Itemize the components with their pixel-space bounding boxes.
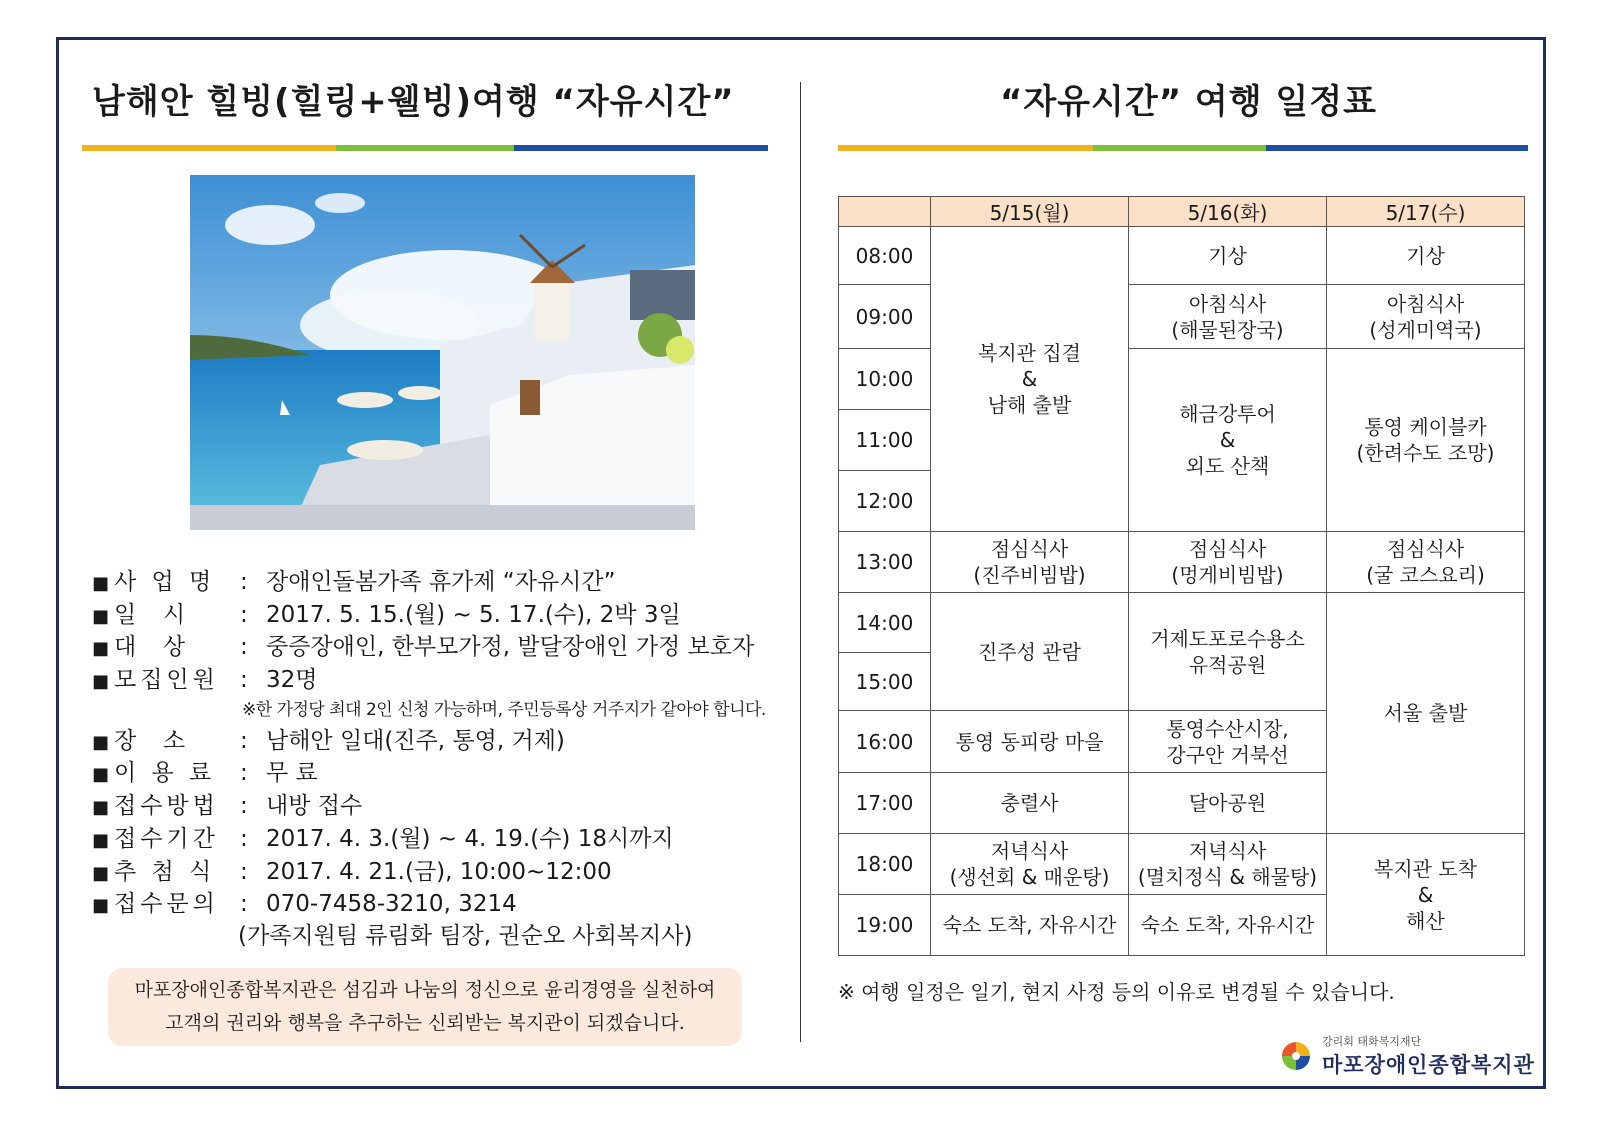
day2-dala: 달아공원 [1129,773,1327,834]
header-blank [839,197,931,227]
day1-lunch: 점심식사 (진주비빔밥) [931,532,1129,593]
day1-dinner: 저녁식사 (생선회 & 매운탕) [931,834,1129,895]
day2-lodging: 숙소 도착, 자유시간 [1129,895,1327,956]
day2-pow-camp: 거제도포로수용소 유적공원 [1129,593,1327,711]
column-divider [800,82,801,1042]
day2-wake: 기상 [1129,227,1327,285]
day3-cablecar: 통영 케이블카 (한려수도 조망) [1327,349,1525,532]
info-row: ■ 사 업 명 : 장애인돌봄가족 휴가제 “자유시간” [92,569,616,595]
santorini-illustration [190,175,695,530]
table-row: 14:00 진주성 관람 거제도포로수용소 유적공원 서울 출발 [839,593,1525,653]
schedule-footnote: ※ 여행 일정은 일기, 현지 사정 등의 이유로 변경될 수 있습니다. [838,980,1395,1004]
day1-lodging: 숙소 도착, 자유시간 [931,895,1129,956]
recruit-note: ※한 가정당 최대 2인 신청 가능하며, 주민등록상 거주지가 같아야 합니다. [242,700,766,721]
day2-dinner: 저녁식사 (멸치정식 & 해물탕) [1129,834,1327,895]
org-logo: 강리회 태화복지재단 마포장애인종합복지관 [1278,1033,1535,1079]
day3-seoul: 서울 출발 [1327,593,1525,834]
contact-staff: (가족지원팀 류림화 팀장, 권순오 사회복지사) [238,923,693,950]
right-title: “자유시간” 여행 일정표 [1000,82,1377,122]
info-row: ■ 모집인원 : 32명 [92,667,318,694]
day2-haegeumgang: 해금강투어 & 외도 산책 [1129,349,1327,532]
table-row: 11:00 [839,410,1525,471]
day2-lunch: 점심식사 (멍게비빔밥) [1129,532,1327,593]
info-row: ■ 장 소 : 남해안 일대(진주, 통영, 거제) [92,727,565,754]
info-row: ■ 접수방법 : 내방 접수 [92,793,363,820]
info-row: ■ 일 시 : 2017. 5. 15.(월) ~ 5. 17.(수), 2박 3일 [92,601,681,628]
day3-breakfast: 아침식사 (성게미역국) [1327,285,1525,349]
left-title: 남해안 힐빙(힐링+웰빙)여행 “자유시간” [92,82,735,122]
table-row: 12:00 [839,471,1525,532]
table-row: 17:00 충렬사 달아공원 [839,773,1525,834]
info-row: ■ 대 상 : 중증장애인, 한부모가정, 발달장애인 가정 보호자 [92,634,755,661]
table-row: 10:00 해금강투어 & 외도 산책 통영 케이블카 (한려수도 조망) [839,349,1525,410]
table-row: 09:00 아침식사 (해물된장국) 아침식사 (성게미역국) [839,285,1525,349]
day3-arrive: 복지관 도착 & 해산 [1327,834,1525,956]
info-row: ■ 이 용 료 : 무 료 [92,760,318,787]
table-row: 13:00 점심식사 (진주비빔밥) 점심식사 (멍게비빔밥) 점심식사 (굴 코스요리) [839,532,1525,593]
day2-breakfast: 아침식사 (해물된장국) [1129,285,1327,349]
table-header-row [839,197,1525,227]
table-row: 19:00 숙소 도착, 자유시간 숙소 도착, 자유시간 [839,895,1525,956]
right-color-bar [838,145,1528,151]
itinerary-table [838,196,1525,956]
header-day2: 5/16(화) [1129,197,1327,227]
info-row: ■ 접수문의 : 070-7458-3210, 3214 [92,891,517,918]
day3-wake: 기상 [1327,227,1525,285]
day3-lunch: 점심식사 (굴 코스요리) [1327,532,1525,593]
info-row: ■ 추 첨 식 : 2017. 4. 21.(금), 10:00~12:00 [92,858,612,885]
header-day3: 5/17(수) [1327,197,1525,227]
table-row: 16:00 통영 동피랑 마을 통영수산시장, 강구안 거북선 [839,711,1525,773]
table-row: 18:00 저녁식사 (생선회 & 매운탕) 저녁식사 (멸치정식 & 해물탕) 복지관 도착 & 해산 [839,834,1525,895]
day1-jinju: 진주성 관람 [931,593,1129,711]
header-day1: 5/15(월) [931,197,1129,227]
program-info [92,563,792,950]
day2-market: 통영수산시장, 강구안 거북선 [1129,711,1327,773]
mission-statement: 마포장애인종합복지관은 섬김과 나눔의 정신으로 윤리경영을 실천하여 고객의 권리와 행복을 추구하는 신뢰받는 복지관이 되겠습니다. [108,968,742,1046]
table-row: 15:00 [839,653,1525,711]
swirl-logo-icon [1278,1038,1314,1074]
day1-dongpirang: 통영 동피랑 마을 [931,711,1129,773]
table-row: 08:00 복지관 집결 & 남해 출발 기상 기상 [839,227,1525,285]
info-row: ■ 접수기간 : 2017. 4. 3.(월) ~ 4. 19.(수) 18시까지 [92,825,674,852]
left-color-bar [82,145,768,151]
day1-chungryeolsa: 충렬사 [931,773,1129,834]
day1-gather: 복지관 집결 & 남해 출발 [931,227,1129,532]
